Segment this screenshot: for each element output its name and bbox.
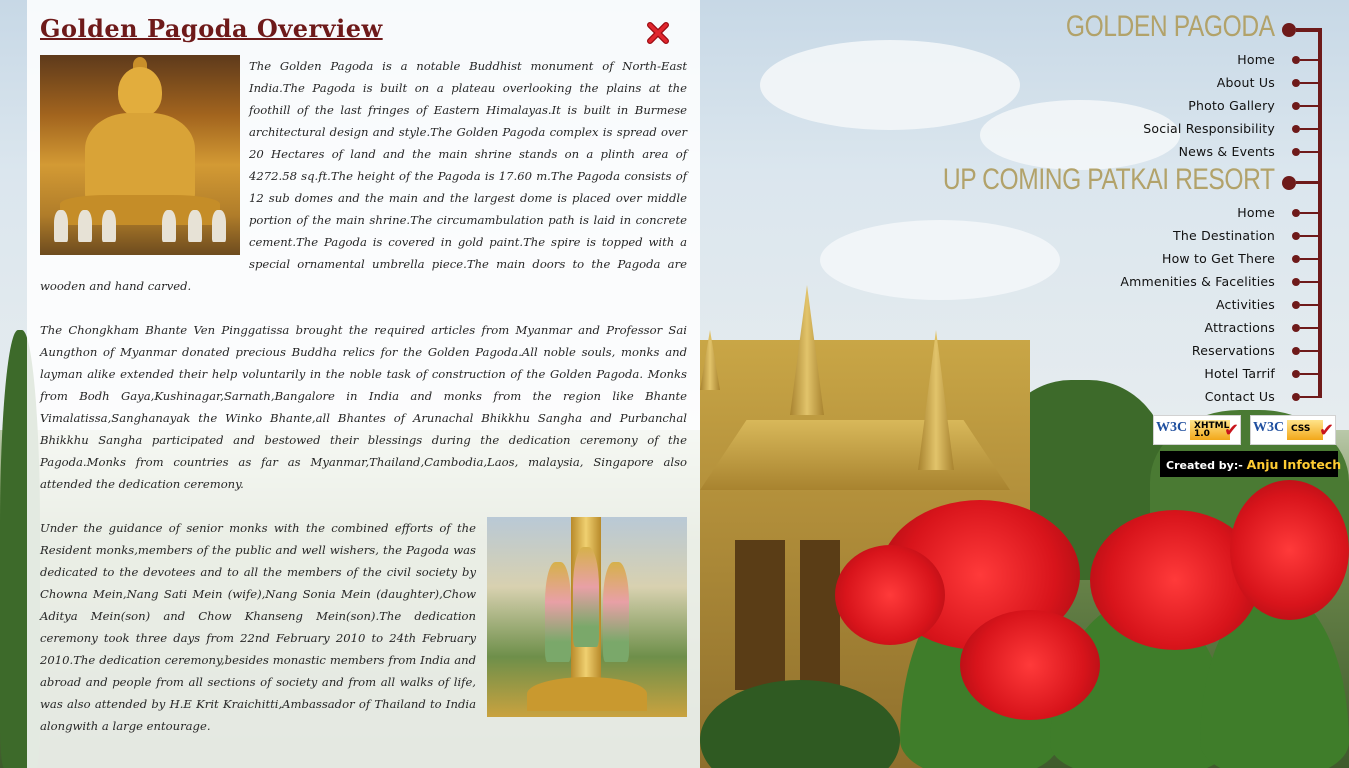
nav-news-events[interactable]: News & Events — [1178, 144, 1275, 159]
page-title: Golden Pagoda Overview — [40, 14, 383, 43]
nav-heading-golden-pagoda: GOLDEN PAGODA — [1066, 10, 1275, 43]
nav-dot — [1292, 393, 1300, 401]
nav-tick — [1300, 151, 1320, 153]
nav-dot — [1292, 324, 1300, 332]
nav-tick — [1300, 82, 1320, 84]
nav-tick — [1296, 181, 1322, 184]
checkmark-icon: ✔ — [1319, 420, 1335, 441]
nav-tick — [1300, 327, 1320, 329]
nav-tick — [1300, 212, 1320, 214]
nav-hotel-tarrif[interactable]: Hotel Tarrif — [1204, 366, 1275, 381]
nav-dot — [1292, 79, 1300, 87]
door — [735, 540, 785, 690]
overview-section-1 — [40, 55, 687, 297]
paragraph-3: Under the guidance of senior monks with the combined efforts of the Resident monks,members of the public and well wishers, the Pagoda was dedicated to the devotees and to all the members of the civil society by Chowna Mein,Nang Sati Mein (wife),Nang Sonia Mein (daughter),Chow Aditya Mein(son) and Chow Khanseng Mein(son).The dedication ceremony took three days from 22nd February 2010 to 24th February 2010.The dedication ceremony,besides monastic members from India and abroad and people from all sections of society and from all walks of life, was also attended by H.E Krit Kraichitti,Ambassador of Thailand to India alongwith a large entourage. — [40, 521, 476, 733]
nav-tick — [1300, 258, 1320, 260]
xhtml-label: XHTML 1.0 — [1190, 420, 1230, 440]
w3c-css-badge[interactable] — [1250, 415, 1336, 445]
overview-panel — [27, 0, 700, 768]
nav-attractions[interactable]: Attractions — [1204, 320, 1275, 335]
nav-tick — [1300, 235, 1320, 237]
nav-tick — [1300, 396, 1320, 398]
created-by-credit[interactable] — [1160, 451, 1342, 477]
w3c-logo: W3C — [1156, 420, 1188, 435]
credit-prefix: Created by:- — [1166, 459, 1243, 472]
nav-tick — [1300, 128, 1320, 130]
nav-heading-dot — [1282, 23, 1296, 37]
paragraph-2: The Chongkham Bhante Ven Pinggatissa brought the required articles from Myanmar and Professor Sai Aungthon of Myanmar donated precious Buddha relics for the Golden Pagoda.All noble souls, monks and layman alike extended their help voluntarily in the noble task of construction of the Golden Pagoda. Monks from Bodh Gaya,Kushinagar,Sarnath,Bangalore in India and monks from the region like Bhante Vimalatissa,Sanghanayak the Winko Bhante,all Bhantes of Arunachal Bhikkhu Sangha and Purbanchal Bhikkhu Sangha participated and bestowed their blessings during the dedication ceremony of the Pagoda.Monks from countries as far as Myanmar,Thailand,Cambodia,Laos, malaysia, Singapore also attended the dedication ceremony. — [40, 323, 687, 491]
nav-dot — [1292, 347, 1300, 355]
nav-tick — [1300, 105, 1320, 107]
css-label: CSS — [1287, 420, 1323, 440]
overview-section-2 — [40, 319, 687, 495]
nav-resort-home[interactable]: Home — [1237, 205, 1275, 220]
nav-home[interactable]: Home — [1237, 52, 1275, 67]
nav-the-destination[interactable]: The Destination — [1173, 228, 1275, 243]
nav-how-to-get-there[interactable]: How to Get There — [1161, 251, 1275, 266]
nav-dot — [1292, 255, 1300, 263]
nav-tick — [1300, 373, 1320, 375]
close-x-icon — [645, 20, 671, 46]
nav-social-responsibility[interactable]: Social Responsibility — [1143, 121, 1275, 136]
nav-heading-dot — [1282, 176, 1296, 190]
nav-about-us[interactable]: About Us — [1216, 75, 1275, 90]
nav-dot — [1292, 209, 1300, 217]
nav-tick — [1300, 350, 1320, 352]
checkmark-icon: ✔ — [1224, 420, 1240, 441]
nav-activities[interactable]: Activities — [1215, 297, 1275, 312]
credit-firm: Anju Infotech — [1246, 457, 1342, 472]
nav-tick — [1300, 281, 1320, 283]
overview-section-3 — [40, 517, 687, 737]
pillar-statue-photo — [487, 517, 687, 717]
nav-tick — [1300, 59, 1320, 61]
nav-heading-patkai-resort: UP COMING PATKAI RESORT — [943, 163, 1275, 196]
nav-photo-gallery[interactable]: Photo Gallery — [1188, 98, 1275, 113]
nav-dot — [1292, 370, 1300, 378]
nav-line — [1296, 28, 1322, 32]
w3c-logo: W3C — [1253, 420, 1285, 435]
paragraph-1: The Golden Pagoda is a notable Buddhist monument of North-East India.The Pagoda is built on a plateau overlooking the plains at the foothill of the last fringes of Eastern Himalayas.It is built in Burmese architectural design and style.The Golden Pagoda complex is spread over 20 Hectares of land and the main shrine stands on a plinth area of 4272.58 sq.ft.The height of the Pagoda is 17.60 m.The Pagoda consists of 12 sub domes and the main and the largest dome is placed over middle portion of the main shrine.The circumambulation path is laid in concrete cement.The Pagoda is covered in gold paint.The spire is topped with a special ornamental umbrella piece.The main doors to the Pagoda are wooden and hand carved. — [40, 59, 687, 293]
nav-reservations[interactable]: Reservations — [1191, 343, 1275, 358]
nav-tick — [1300, 304, 1320, 306]
nav-dot — [1292, 278, 1300, 286]
nav-dot — [1292, 125, 1300, 133]
close-button[interactable] — [645, 20, 671, 46]
nav-dot — [1292, 301, 1300, 309]
nav-dot — [1292, 232, 1300, 240]
nav-contact-us[interactable]: Contact Us — [1204, 389, 1275, 404]
nav-dot — [1292, 102, 1300, 110]
nav-dot — [1292, 148, 1300, 156]
nav-dot — [1292, 56, 1300, 64]
site-navigation — [900, 0, 1349, 768]
nav-line — [1318, 30, 1322, 398]
nav-amenities[interactable]: Ammenities & Facelities — [1120, 274, 1275, 289]
door — [800, 540, 840, 690]
buddha-statue-photo — [40, 55, 240, 255]
w3c-xhtml-badge[interactable] — [1153, 415, 1241, 445]
